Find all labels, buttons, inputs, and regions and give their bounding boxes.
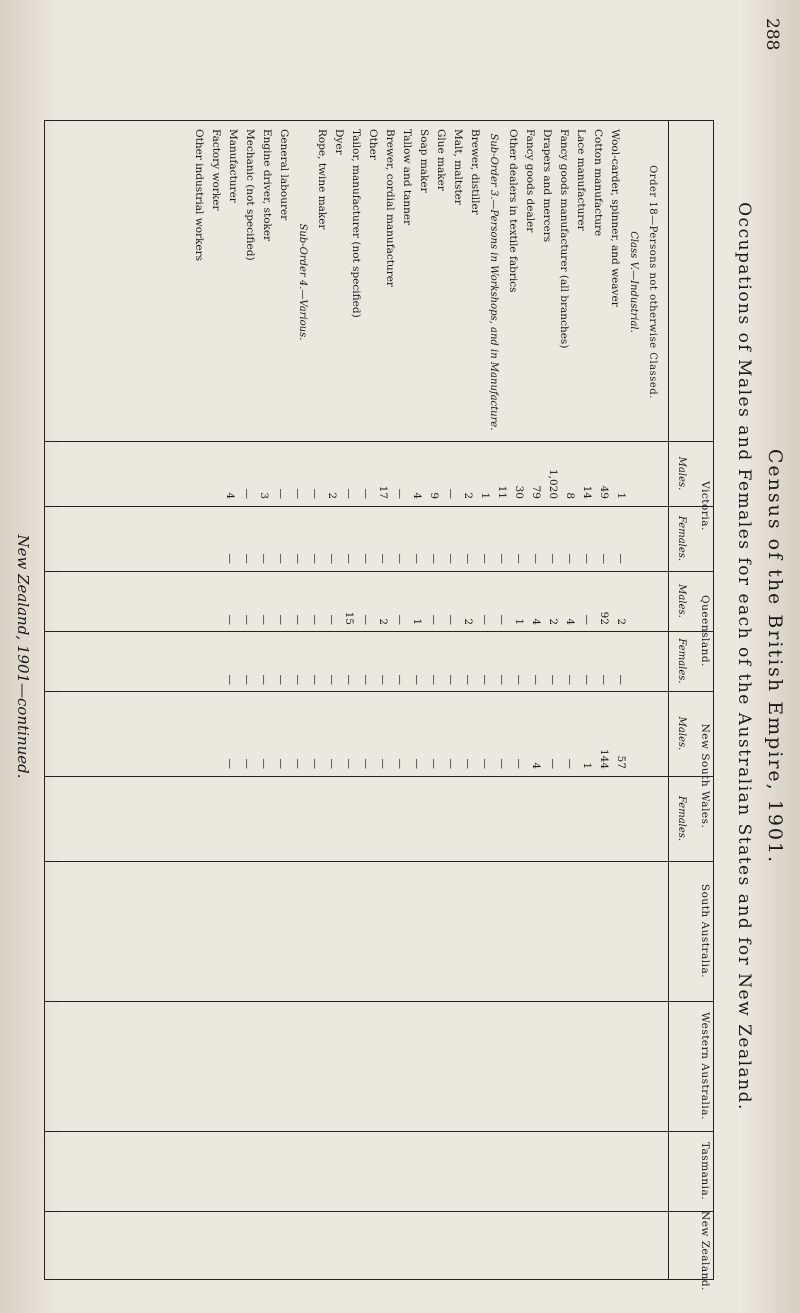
occupation-row: Cotton manufacture (592, 129, 604, 237)
occupation-row: Manufacturer (227, 129, 239, 203)
table-cell: — (547, 553, 559, 564)
table-cell: — (428, 614, 440, 625)
table-cell: — (224, 674, 236, 685)
table-cell: 14 (581, 485, 593, 499)
col-new-zealand: New Zealand. (699, 1211, 711, 1291)
table-cell: — (462, 674, 474, 685)
table-cell: — (394, 758, 406, 769)
table-cell: — (479, 614, 491, 625)
table-cell: — (309, 553, 321, 564)
table-cell: — (360, 758, 372, 769)
table-cell: — (479, 758, 491, 769)
rule (45, 441, 713, 442)
rule (45, 1131, 713, 1132)
table-cell: — (615, 553, 627, 564)
table-cell: — (241, 488, 253, 499)
table-cell: — (275, 758, 287, 769)
occupation-row: Brewer, distiller (469, 129, 481, 215)
table-cell: — (326, 553, 338, 564)
table-cell: — (292, 674, 304, 685)
table-cell: — (224, 758, 236, 769)
table-cell: — (445, 614, 457, 625)
table-cell: 2 (326, 492, 338, 499)
table-cell: — (564, 553, 576, 564)
table-cell: — (547, 674, 559, 685)
table-cell: — (360, 614, 372, 625)
table-cell: — (360, 674, 372, 685)
table-cell: — (275, 674, 287, 685)
table-cell: — (309, 674, 321, 685)
table-cell: 4 (530, 618, 542, 625)
table-cell: 3 (258, 492, 270, 499)
table-cell: — (326, 614, 338, 625)
page-footer: New Zealand, 1901—continued. (14, 534, 32, 779)
table-cell: — (428, 674, 440, 685)
occupation-row: Other (367, 129, 379, 160)
occupation-list (190, 129, 663, 435)
table-cell: — (479, 674, 491, 685)
rule (45, 571, 713, 572)
table-cell: — (394, 614, 406, 625)
col-western-australia: Western Australia. (699, 1012, 711, 1120)
table-cell: — (343, 488, 355, 499)
sub-females: Females. (676, 795, 687, 842)
table-cell: — (411, 674, 423, 685)
table-cell: — (275, 614, 287, 625)
sub-females: Females. (676, 638, 687, 684)
occupation-row: Dyer (333, 129, 345, 155)
table-cell: — (496, 758, 508, 769)
rule (45, 506, 713, 507)
table-cell: 4 (224, 492, 236, 499)
table-cell: — (581, 614, 593, 625)
occupation-row: Mechanic (not specified) (244, 129, 256, 261)
occupation-row: Tailor, manufacturer (not specified) (350, 129, 362, 318)
table-cell: 1 (581, 762, 593, 769)
table-cell: 2 (377, 618, 389, 625)
table-cell: — (292, 553, 304, 564)
table-cell: — (377, 553, 389, 564)
table-cell: — (343, 553, 355, 564)
table-cell: 4 (411, 492, 423, 499)
table-cell: — (615, 674, 627, 685)
table-cell: — (513, 553, 525, 564)
victoria-males-column (221, 447, 629, 499)
table-cell: — (326, 674, 338, 685)
group-title: Class V.—Industrial. (628, 231, 639, 333)
table-cell: — (581, 553, 593, 564)
occupation-row: Malt, maltster (452, 129, 464, 205)
table-cell: — (377, 674, 389, 685)
table-cell: — (445, 553, 457, 564)
table-cell: — (292, 614, 304, 625)
table-cell: — (360, 553, 372, 564)
occupation-row: Rope, twine maker (316, 129, 328, 230)
table-cell: — (292, 758, 304, 769)
table-cell: — (241, 553, 253, 564)
table-cell: — (343, 674, 355, 685)
sub-males: Males. (676, 584, 687, 618)
table-cell: 1 (615, 492, 627, 499)
table-cell: — (258, 614, 270, 625)
table-cell: — (428, 758, 440, 769)
table-cell: — (258, 674, 270, 685)
table-cell: — (445, 758, 457, 769)
queensland-females-column (221, 637, 629, 685)
table-cell: — (411, 553, 423, 564)
occupation-row: Factory worker (210, 129, 222, 211)
table-cell: — (394, 553, 406, 564)
table-cell: — (394, 674, 406, 685)
col-south-australia: South Australia. (699, 883, 711, 979)
table-cell: — (411, 758, 423, 769)
table-cell: — (241, 614, 253, 625)
table-cell: 15 (343, 611, 355, 625)
table-cell: 49 (598, 485, 610, 499)
table-cell: 8 (564, 492, 576, 499)
table-cell: 1 (479, 492, 491, 499)
rule (45, 1211, 713, 1212)
table-cell: — (292, 488, 304, 499)
col-nsw: New South Wales. (699, 723, 711, 829)
table-cell: 17 (377, 485, 389, 499)
occupation-row: Fancy goods dealer (524, 129, 536, 233)
table-cell: 144 (598, 748, 610, 769)
table-cell: — (598, 553, 610, 564)
occupation-row: Other dealers in textile fabrics (507, 129, 519, 293)
table-cell: — (598, 674, 610, 685)
rule (45, 691, 713, 692)
occupation-row: General labourer (278, 129, 290, 221)
table-cell: 1,020 (547, 468, 559, 499)
group-title: Sub-Order 3.—Persons in Workshops, and in Manufacture. (488, 133, 499, 431)
occupation-row: Engine driver, stoker (261, 129, 273, 242)
table-cell: — (445, 674, 457, 685)
page-number: 288 (762, 18, 782, 51)
table-cell: 92 (598, 611, 610, 625)
occupation-row: Glue maker (435, 129, 447, 191)
rule (45, 776, 713, 777)
sub-females: Females. (676, 515, 687, 562)
table-cell: 2 (615, 618, 627, 625)
occupation-row: Lace manufacturer (575, 129, 587, 231)
table-cell: 1 (411, 618, 423, 625)
table-cell: — (462, 553, 474, 564)
table-cell: — (241, 674, 253, 685)
running-title: Census of the British Empire, 1901. (764, 448, 786, 865)
table-cell: 4 (564, 618, 576, 625)
nsw-males-column (221, 697, 629, 769)
table-cell: — (564, 674, 576, 685)
table-cell: — (462, 758, 474, 769)
occupation-row: Other industrial workers (193, 129, 205, 262)
occupations-table (44, 120, 714, 1291)
table-cell: — (530, 553, 542, 564)
victoria-females-column (221, 512, 629, 564)
table-cell: 2 (462, 618, 474, 625)
table-cell: 11 (496, 485, 508, 499)
section-heading: Order 18—Persons not otherwise Classed. (647, 165, 658, 399)
table-cell: — (479, 553, 491, 564)
col-queensland: Queensland. (699, 595, 711, 667)
table-cell: — (241, 758, 253, 769)
table-cell: — (581, 674, 593, 685)
occupation-row: Fancy goods manufacturer (all branches) (558, 129, 570, 349)
table-cell: — (513, 758, 525, 769)
queensland-males-column (221, 577, 629, 625)
table-cell: — (275, 553, 287, 564)
table-cell: — (496, 674, 508, 685)
table-cell: — (326, 758, 338, 769)
table-cell: — (428, 553, 440, 564)
occupation-row: Tallow and tanner (401, 129, 413, 226)
table-cell: 2 (547, 618, 559, 625)
table-cell: — (258, 758, 270, 769)
table-cell: — (547, 758, 559, 769)
table-cell: — (309, 488, 321, 499)
table-title: Occupations of Males and Females for each of the Australian States and for New Zealand. (734, 202, 754, 1111)
group-title: Sub-Order 4.—Various. (297, 223, 308, 341)
rule (45, 631, 713, 632)
table-cell: 30 (513, 485, 525, 499)
sub-males: Males. (676, 716, 687, 751)
table-cell: — (275, 488, 287, 499)
col-victoria: Victoria. (699, 481, 711, 531)
col-tasmania: Tasmania. (699, 1141, 711, 1201)
table-cell: 4 (530, 762, 542, 769)
table-cell: — (360, 488, 372, 499)
occupation-row: Soap maker (418, 129, 430, 193)
table-cell: 1 (513, 618, 525, 625)
table-cell: — (309, 758, 321, 769)
table-cell: — (513, 674, 525, 685)
table-cell: — (309, 614, 321, 625)
table-cell: 57 (615, 755, 627, 769)
table-cell: — (496, 614, 508, 625)
table-header (668, 121, 713, 1291)
table-cell: — (224, 614, 236, 625)
table-cell: 9 (428, 492, 440, 499)
table-cell: — (445, 488, 457, 499)
rule (45, 861, 713, 862)
table-cell: — (258, 553, 270, 564)
table-cell: — (394, 488, 406, 499)
occupation-row: Brewer, cordial manufacturer (384, 129, 396, 287)
table-cell: — (377, 758, 389, 769)
rule (45, 1001, 713, 1002)
occupation-row: Drapers and mercers (541, 129, 553, 243)
table-cell: — (564, 758, 576, 769)
table-cell: — (224, 553, 236, 564)
table-cell: — (343, 758, 355, 769)
table-cell: 2 (462, 492, 474, 499)
sub-males: Males. (676, 456, 687, 491)
table-cell: — (530, 674, 542, 685)
table-cell: 79 (530, 485, 542, 499)
occupation-row: Wool-carder, spinner, and weaver (609, 129, 621, 307)
table-cell: — (496, 553, 508, 564)
